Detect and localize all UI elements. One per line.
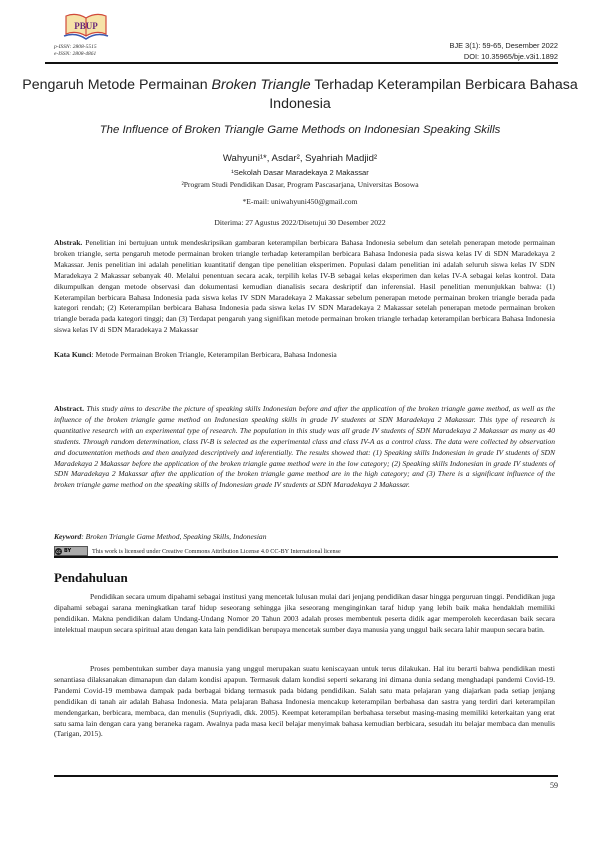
logo-text: PBUP <box>74 21 98 31</box>
abstract-english <box>54 404 555 491</box>
journal-info <box>450 40 558 62</box>
abstract-label: Abstract. <box>54 404 84 413</box>
kata-kunci-text: : Metode Permainan Broken Triangle, Keterampilan Berbicara, Bahasa Indonesia <box>91 350 337 359</box>
author-email[interactable]: *E-mail: uniwahyuni450@gmail.com <box>242 197 358 206</box>
section-heading: Pendahuluan <box>54 570 128 585</box>
kata-kunci <box>54 350 555 361</box>
e-issn: e-ISSN: 2808-4861 <box>54 51 97 57</box>
issn-block <box>54 44 97 58</box>
license-text: This work is licensed under Creative Commons Attribution License 4.0 CC-BY International license <box>92 547 341 555</box>
affiliation-2: ²Program Studi Pendidikan Dasar, Program Pascasarjana, Universitas Bosowa <box>181 180 419 189</box>
header-rule <box>45 62 558 64</box>
keywords <box>54 532 555 543</box>
keyword-text: : Broken Triangle Game Method, Speaking Skills, Indonesian <box>81 532 267 541</box>
license-line <box>54 546 341 556</box>
body-paragraph: Pendidikan secara umum dipahami sebagai institusi yang mencetak lulusan mulai dari jenjang pendidikan dasar hingga perguruan tinggi. Pendidikan juga dipahami sebagai sarana meningkatkan taraf hidup seseorang sehingga jika seseorang menginginkan taraf hidup yang lebih baik maka hendaklah memiliki pendidikan. Makna pendidikan dalam Undang-Undang Nomor 20 Tahun 2003 adalah proses membentuk peserta didik agar memperoleh kecerdasan baik secara intelektual maupun secara spiritual atau dengan kata lain pendidikan berupaya mencetak sumber daya manusia yang unggul baik secara lahir maupun secara batin. <box>54 592 555 634</box>
abstract-text: This study aims to describe the picture of speaking skills Indonesian before and after the application of the broken triangle game method, as well as the influence of the broken triangle game method on Indonesian speaking skills in grade IV students at SDN Maradekaya 2 Makassar. This type of research is quantitative research with an experimental type of research. The population in this study was all grade IV students of SDN Maradekaya 2 Makassar as many as 40 students. Through random determination, class IV-B is selected as the experimental class and class IV-A as a control class. The data were collected by observation and documentation methods and then analyzed descriptively and inferentially. The results showed that: (1) Speaking skills Indonesian in grade IV students of SDN Maradekaya 2 Makassar before the application of the broken triangle game method were in the low category; (2) Speaking skills Indonesian in grade IV students of SDN Maradekaya 2 Makassar after the application of the broken triangle game method are in the high category; and (3) There is a significant influence of the broken triangle game method on the speaking skills of Indonesian grade IV students at SDN Maradekaya 2 Makassar. <box>54 404 555 490</box>
doi[interactable]: DOI: 10.35965/bje.v3i1.1892 <box>463 52 558 61</box>
footer-rule <box>54 775 558 777</box>
section-rule <box>54 556 558 558</box>
body-paragraph: Proses pembentukan sumber daya manusia yang unggul merupakan suatu keniscayaan untuk terus dilakukan. Hal itu berarti bahwa pendidikan mesti senantiasa dilaksanakan dimanapun dan dalam kondisi apapun. Termasuk dalam kondisi seperti sekarang ini dimana dunia sedang menghadapi pandemi Covid-19. Pandemi Covid-19 membawa dampak pada berbagai bidang termasuk pada bidang pendidikan. Salah satu mata pelajaran yang diajarkan pada setiap jenjang pendidikan di tanah air adalah Bahasa Indonesia. Mata pelajaran Bahasa Indonesia mencakup keterampilan berbahasa dan sastra yang terdiri dari keterampilan mendengarkan, berbicara, membaca, dan menulis (Supriyadi, dkk. 2005). Keempat keterampilan berbahasa tersebut masing-masing memiliki keterkaitan yang erat satu sama lain dengan cara yang beraneka ragam. Awalnya pada masa kecil belajar menyimak bahasa kemudian berbicara, sesudah itu belajar membaca dan menulis (Tarigan, 2015). <box>54 664 555 739</box>
submission-dates: Diterima: 27 Agustus 2022/Disetujui 30 Desember 2022 <box>214 218 386 227</box>
journal-logo <box>62 10 110 42</box>
abstrak-indonesian <box>54 238 555 336</box>
paper-title: Pengaruh Metode Permainan Broken Triangle Terhadap Keterampilan Berbicara Bahasa Indonesia <box>22 77 578 112</box>
p-issn: p-ISSN: 2808-5515 <box>54 44 97 50</box>
authors: Wahyuni¹*, Asdar², Syahriah Madjid² <box>222 153 378 164</box>
kata-kunci-label: Kata Kunci <box>54 350 92 359</box>
page-number: 59 <box>550 781 558 790</box>
abstrak-text: Penelitian ini bertujuan untuk mendeskripsikan gambaran keterampilan berbicara Bahasa Indonesia sebelum dan setelah penerapan metode permainan broken triangle, serta pengaruh metode permainan broken triangle terhadap keterampilan berbicara Bahasa Indonesia pada siswa kelas IV di SDN Maradekaya 2 Makassar. Jenis penelitian ini adalah penelitian kuantitatif dengan tipe penelitian eksperimen. Populasi dalam penelitian ini adalah seluruh siswa kelas IV SDN Maradekaya 2 Makassar sebanyak 40. Melalui penentuan secara acak, terpilih kelas IV-B sebagai kelas eksperimen dan kelas IV-A sebagai kelas kontrol. Data dikumpulkan dengan metode observasi dan dokumentasi kemudian dianalisis secara deskriptif dan inferensial. Hasil penelitian menunjukkan bahwa: (1) Keterampilan berbicara Bahasa Indonesia pada siswa kelas IV SDN Maradekaya 2 Makassar sebelum penerapan metode permainan broken triangle berada pada kategori rendah; (2) Keterampilan berbicara Bahasa Indonesia pada siswa kelas IV SDN Maradekaya 2 Makassar setelah penerapan metode permainan broken triangle berada pada kategori tinggi; dan (3) Terdapat pengaruh yang signifikan metode permainan broken triangle terhadap keterampilan berbicara Bahasa Indonesia siswa kelas IV di SDN Maradekaya 2 Makassar <box>54 238 555 335</box>
citation: BJE 3(1): 59-65, Desember 2022 <box>449 41 558 50</box>
cc-by-icon[interactable]: cc BY <box>54 546 88 556</box>
affiliation-1: ¹Sekolah Dasar Maradekaya 2 Makassar <box>231 168 369 177</box>
title-italic: Broken Triangle <box>211 77 311 93</box>
keyword-label: Keyword <box>54 532 82 541</box>
english-title: The Influence of Broken Triangle Game Methods on Indonesian Speaking Skills <box>99 124 501 136</box>
abstrak-label: Abstrak. <box>54 238 83 247</box>
